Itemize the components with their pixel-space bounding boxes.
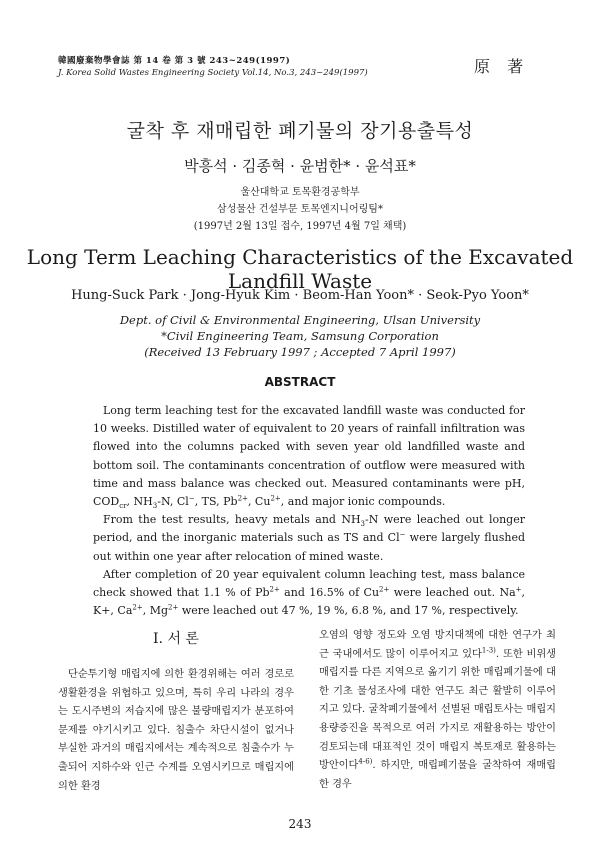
korean-affiliation-1: 울산대학교 토목환경공학부 — [240, 187, 360, 198]
abstract-paragraph-3: After completion of 20 year equivalent column leaching test, mass balance check showed that 1.1 % of $Pb^{2+}$ and 16.5% of $Cu^{2+}$ were leached out. Na+, K+, $Ca^{2+}$, $Mg^{2+}$ were leached out 47 %, 19 %, 6.8 %, and 17 %, respectively. — [93, 567, 525, 618]
korean-affiliation-2: 삼성물산 건설부문 토목엔지니어링팀* — [217, 204, 383, 215]
body-column-right — [319, 627, 556, 794]
abstract-body — [93, 402, 525, 620]
korean-affiliations — [0, 184, 600, 235]
citation-ref: 1-3) — [481, 646, 496, 655]
korean-dates: (1997년 2월 13일 접수, 1997년 4월 7일 채택) — [193, 221, 407, 232]
article-type-label: 原 著 — [474, 57, 530, 76]
english-title: Long Term Leaching Characteristics of the Excavated Landfill Waste — [26, 245, 574, 293]
abstract-heading: ABSTRACT — [264, 375, 336, 389]
korean-authors: 박흥석 · 김종혁 · 윤범한* · 윤석표* — [184, 157, 416, 175]
body-column-left — [58, 666, 294, 796]
abstract-paragraph-2: From the test results, heavy metals and $NH_3-N$ were leached out longer period, and the inorganic materials such as TS and Cl− were largely flushed out within one year after relocation of mined waste. — [93, 513, 525, 563]
english-authors: Hung-Suck Park · Jong-Hyuk Kim · Beom-Han Yoon* · Seok-Pyo Yoon* — [71, 288, 529, 303]
english-affiliation-2: *Civil Engineering Team, Samsung Corporation — [161, 329, 439, 343]
citation-ref: 4-6) — [358, 757, 373, 766]
english-affiliation-1: Dept. of Civil & Environmental Engineering, Ulsan University — [119, 313, 481, 327]
korean-title: 굴착 후 재매립한 폐기물의 장기용출특성 — [126, 120, 474, 142]
page-number: 243 — [288, 817, 312, 831]
intro-paragraph-right: 오염의 영향 정도와 오염 방지대책에 대한 연구가 최근 국내에서도 많이 이루어지고 있다$^{1-3)}$. 또한 비위생매립지를 다른 지역으로 옮기기 위한 매립폐기물에 대한 기초 물성조사에 대한 연구도 최근 활발히 이루어지고 있다. 굴착폐기물에서 선별된 매립토사는 매립지 용량증진을 목적으로 여러 가지로 재활용하는 방안이 검토되는데 대표적인 것이 매립지 복토재로 활용하는 방안이다$^{4-6)}$. 하지만, 매립폐기물을 굴착하여 재매립한 경우 — [319, 630, 557, 790]
introduction-heading: I. 서 론 — [153, 631, 199, 647]
english-affiliations — [0, 312, 600, 360]
journal-header — [58, 55, 368, 79]
journal-english-line: J. Korea Solid Wastes Engineering Society Vol.14, No.3, 243~249(1997) — [58, 68, 368, 78]
journal-korean-line: 韓國廢棄物學會誌 第 14 卷 第 3 號 243~249(1997) — [58, 56, 291, 66]
intro-paragraph-left: 단순투기형 매립지에 의한 환경위해는 여러 경로로 생활환경을 위협하고 있으며, 특히 우리 나라의 경우는 도시주변의 저습지에 많은 불량매립지가 분포하여 문제를 야기시키고 있다. 침출수 차단시설이 없거나 부실한 과거의 매립지에서는 계속적으로 침출수가 누출되어 지하수와 인근 수계를 오염시키므로 매립지에 의한 환경 — [58, 669, 294, 792]
english-dates: (Received 13 February 1997 ; Accepted 7 April 1997) — [144, 345, 456, 359]
abstract-paragraph-1: Long term leaching test for the excavated landfill waste was conducted for 10 weeks. Distilled water of equivalent to 20 years of rainfall infiltration was flowed into the columns packed with seven year old landfilled waste and bottom soil. The contaminants concentration of outflow were measured with time and mass balance was checked out. Measured contaminants were pH, $COD_{cr}$, $NH_3-N$, Cl−, TS, $Pb^{2+}$, $Cu^{2+}$, and major ionic compounds. — [93, 404, 525, 511]
